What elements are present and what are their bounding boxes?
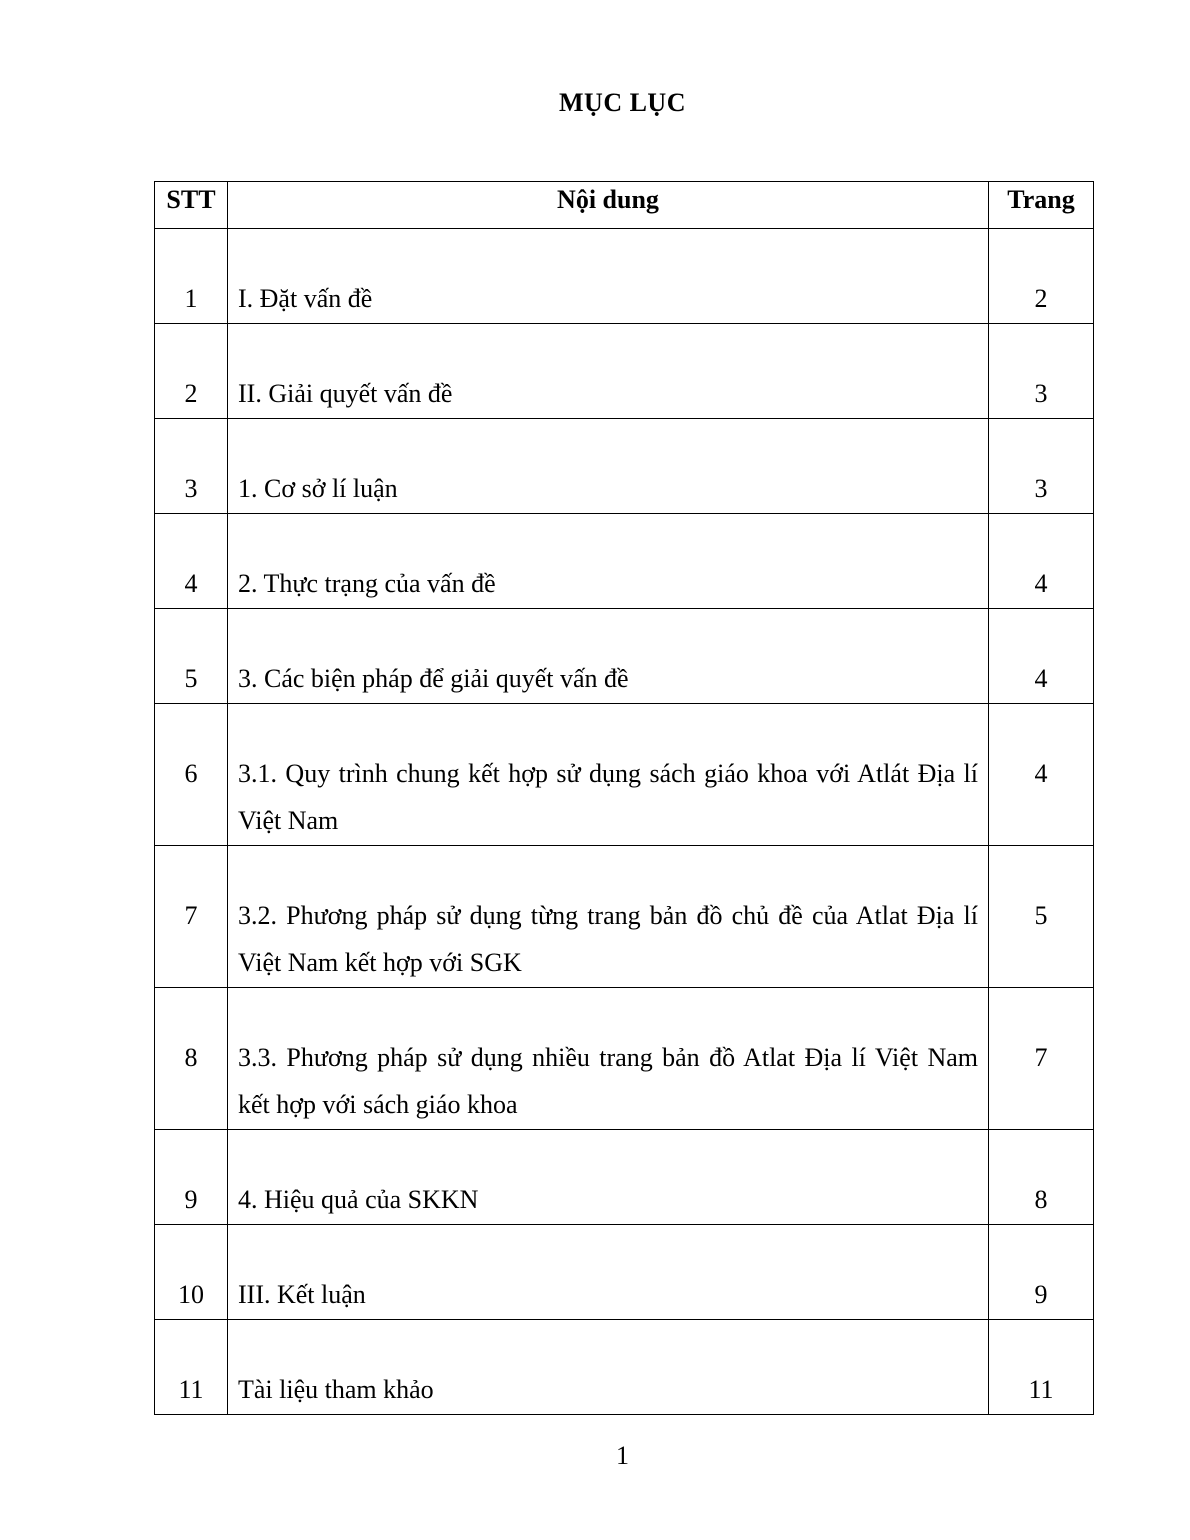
row-page: 5 — [989, 846, 1094, 988]
table-row — [155, 609, 1094, 704]
row-content: 3.3. Phương pháp sử dụng nhiều trang bản đồ Atlat Địa lí Việt Nam kết hợp với sách giáo khoa — [228, 988, 989, 1130]
table-header-row — [155, 182, 1094, 229]
row-stt: 9 — [155, 1130, 228, 1225]
row-page: 8 — [989, 1130, 1094, 1225]
row-content: 3.2. Phương pháp sử dụng từng trang bản đồ chủ đề của Atlat Địa lí Việt Nam kết hợp với SGK — [228, 846, 989, 988]
row-page: 11 — [989, 1320, 1094, 1415]
row-page: 4 — [989, 609, 1094, 704]
row-page: 9 — [989, 1225, 1094, 1320]
row-page: 3 — [989, 419, 1094, 514]
table-row — [155, 514, 1094, 609]
row-stt: 8 — [155, 988, 228, 1130]
row-page: 2 — [989, 229, 1094, 324]
row-stt: 3 — [155, 419, 228, 514]
table-row — [155, 1320, 1094, 1415]
table-row — [155, 1225, 1094, 1320]
row-content: 2. Thực trạng của vấn đề — [228, 514, 989, 609]
row-content: 1. Cơ sở lí luận — [228, 419, 989, 514]
table-row — [155, 324, 1094, 419]
row-content: III. Kết luận — [228, 1225, 989, 1320]
header-content: Nội dung — [228, 182, 989, 229]
row-stt: 4 — [155, 514, 228, 609]
row-stt: 10 — [155, 1225, 228, 1320]
table-row — [155, 846, 1094, 988]
row-content: I. Đặt vấn đề — [228, 229, 989, 324]
row-content: Tài liệu tham khảo — [228, 1320, 989, 1415]
table-of-contents — [154, 181, 1094, 1415]
row-page: 3 — [989, 324, 1094, 419]
header-stt: STT — [155, 182, 228, 229]
row-page: 4 — [989, 514, 1094, 609]
row-content: 3.1. Quy trình chung kết hợp sử dụng sách giáo khoa với Atlát Địa lí Việt Nam — [228, 704, 989, 846]
header-page: Trang — [989, 182, 1094, 229]
row-stt: 2 — [155, 324, 228, 419]
table-row — [155, 988, 1094, 1130]
table-row — [155, 419, 1094, 514]
row-stt: 7 — [155, 846, 228, 988]
row-content: 3. Các biện pháp để giải quyết vấn đề — [228, 609, 989, 704]
table-row — [155, 229, 1094, 324]
row-page: 4 — [989, 704, 1094, 846]
row-content: 4. Hiệu quả của SKKN — [228, 1130, 989, 1225]
table-row — [155, 1130, 1094, 1225]
row-stt: 5 — [155, 609, 228, 704]
page-title: MỤC LỤC — [559, 88, 686, 117]
row-stt: 11 — [155, 1320, 228, 1415]
row-content: II. Giải quyết vấn đề — [228, 324, 989, 419]
row-stt: 6 — [155, 704, 228, 846]
page-number: 1 — [616, 1441, 629, 1470]
table-row — [155, 704, 1094, 846]
row-page: 7 — [989, 988, 1094, 1130]
row-stt: 1 — [155, 229, 228, 324]
